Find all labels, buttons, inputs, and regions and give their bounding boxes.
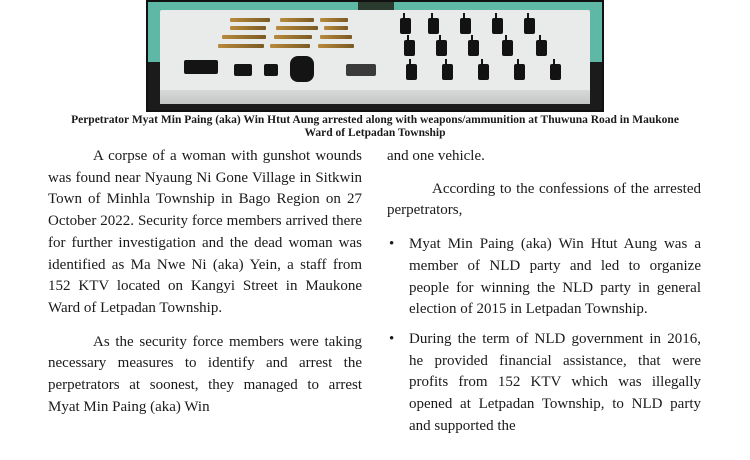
photo-evidence-table xyxy=(160,10,590,104)
radio-handset xyxy=(428,18,439,34)
radio-handset xyxy=(406,64,417,80)
radio-handset xyxy=(400,18,411,34)
bullet-icon: • xyxy=(389,236,395,253)
bullet-list xyxy=(387,234,701,437)
left-column xyxy=(48,146,362,430)
radio-handset xyxy=(442,64,453,80)
ammunition-row xyxy=(274,35,312,39)
radio-handset xyxy=(550,64,561,80)
ammunition-row xyxy=(218,44,264,48)
pistol xyxy=(346,64,376,76)
radio-handset xyxy=(514,64,525,80)
ammunition-row xyxy=(324,26,348,30)
pistol xyxy=(184,60,218,74)
holster xyxy=(290,56,314,82)
radio-handset xyxy=(492,18,503,34)
radio-handset xyxy=(404,40,415,56)
list-item xyxy=(387,234,701,321)
radio-handset xyxy=(436,40,447,56)
ammunition-row xyxy=(276,26,318,30)
paragraph-continuation: and one vehicle. xyxy=(387,148,485,164)
paragraph: According to the confessions of the arrested perpetrators, xyxy=(387,180,701,219)
right-column xyxy=(387,146,701,445)
radio-handset xyxy=(524,18,535,34)
pistol xyxy=(234,64,252,76)
ammunition-row xyxy=(270,44,310,48)
ammunition-row xyxy=(222,35,266,39)
list-item-text: Myat Min Paing (aka) Win Htut Aung was a member of NLD party and led to organize people for winning the NLD party in general election of 2015 in Letpadan Township. xyxy=(409,236,701,318)
pistol xyxy=(264,64,278,76)
ammunition-row xyxy=(230,26,266,30)
list-item xyxy=(387,329,701,438)
paragraph: As the security force members were taking necessary measures to identify and arrest the perpetrators at soonest, they managed to arrest Myat Min Paing (aka) Win xyxy=(48,333,362,415)
ammunition-row xyxy=(280,18,314,22)
ammunition-row xyxy=(230,18,270,22)
radio-handset xyxy=(478,64,489,80)
radio-handset xyxy=(460,18,471,34)
bullet-icon: • xyxy=(389,330,395,347)
radio-handset xyxy=(502,40,513,56)
list-item-text: During the term of NLD government in 2016, he provided financial assistance, that were profits from 152 KTV which was illegally opened at Letpadan Township, to NLD party and supported the xyxy=(409,330,701,434)
radio-handset xyxy=(536,40,547,56)
ammunition-row xyxy=(318,44,354,48)
figure-caption: Perpetrator Myat Min Paing (aka) Win Htut Aung arrested along with weapons/ammunition at Thuwuna Road in Maukone Ward of Letpadan Township xyxy=(71,114,679,139)
ammunition-row xyxy=(320,35,352,39)
paragraph: A corpse of a woman with gunshot wounds was found near Nyaung Ni Gone Village in Sitkwin Town of Minhla Township in Bago Region on 27 October 2022. Security force members arrived there for further investigation and the dead woman was identified as Ma Nwe Ni (aka) Yein, a staff from 152 KTV located on Kangyi Street in Maukone Ward of Letpadan Township. xyxy=(48,148,362,316)
radio-handset xyxy=(468,40,479,56)
ammunition-row xyxy=(320,18,348,22)
evidence-photo xyxy=(146,0,604,112)
